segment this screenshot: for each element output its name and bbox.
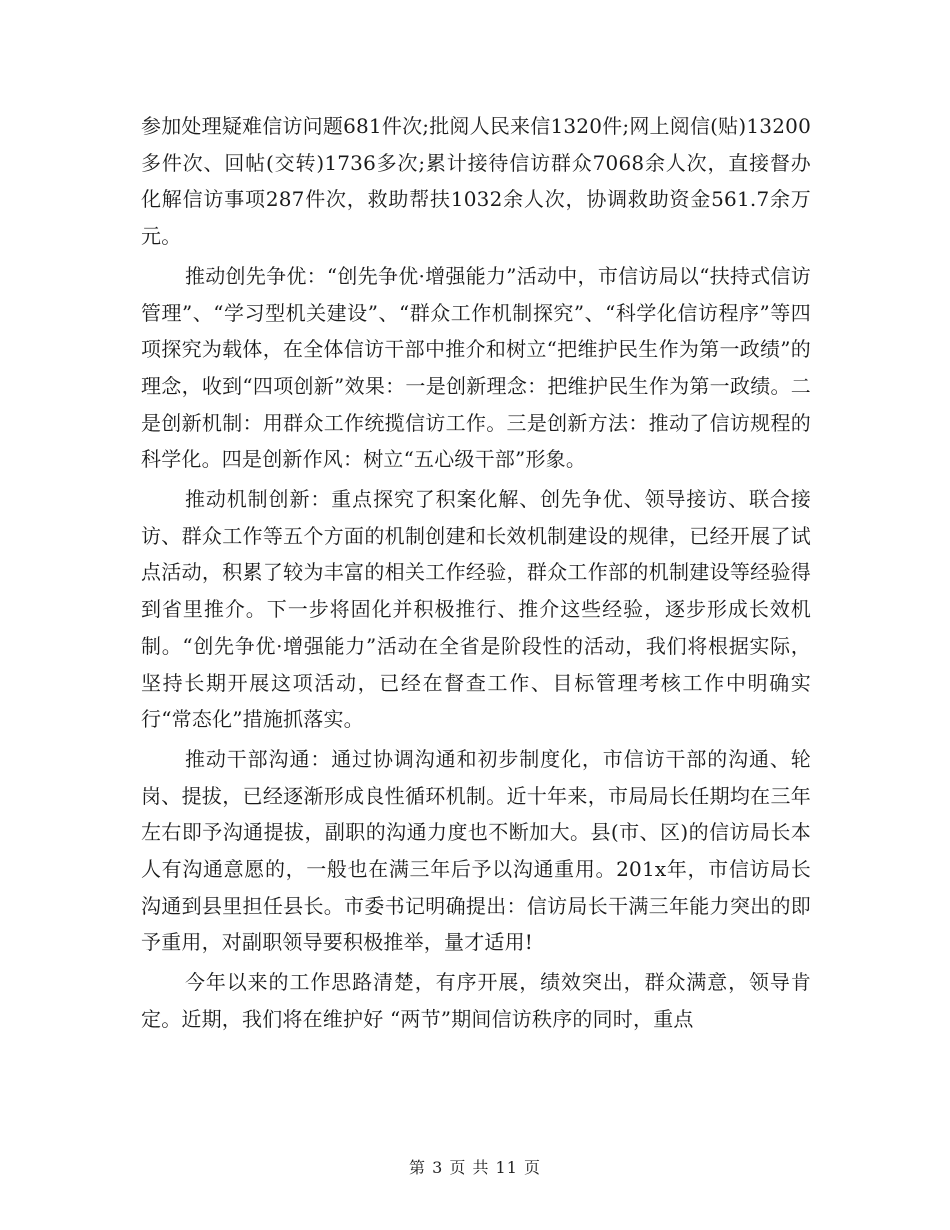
paragraph-mechanism-innovation: 推动机制创新：重点探究了积案化解、创先争优、领导接访、联合接访、群众工作等五个方面的机制创建和长效机制建设的规律，已经开展了试点活动，积累了较为丰富的相关工作经验，群众工作部的机制建设等经验得到省里推介。下一步将固化并积极推行、推介这些经验，逐步形成长效机制。“创先争优·增强能力”活动在全省是阶段性的活动，我们将根据实际，坚持长期开展这项活动，已经在督查工作、目标管理考核工作中明确实行“常态化”措施抓落实。 — [141, 487, 811, 732]
page-number-footer: 第 3 页 共 11 页 — [409, 1158, 541, 1177]
paragraph-cadre-communication: 推动干部沟通：通过协调沟通和初步制度化，市信访干部的沟通、轮岗、提拔，已经逐渐形成良性循环机制。近十年来，市局局长任期均在三年左右即予沟通提拔，副职的沟通力度也不断加大。县(市、区)的信访局长本人有沟通意愿的，一般也在满三年后予以沟通重用。201x年，市信访局长沟通到县里担任县长。市委书记明确提出：信访局长干满三年能力突出的即予重用，对副职领导要积极推举，量才适用! — [141, 746, 811, 955]
paragraph-statistics: 参加处理疑难信访问题681件次;批阅人民来信1320件;网上阅信(贴)13200多件次、回帖(交转)1736多次;累计接待信访群众7068余人次，直接督办化解信访事项287件次，救助帮扶1032余人次，协调救助资金561.7余万元。 — [141, 114, 811, 249]
paragraph-excellence-campaign: 推动创先争优：“创先争优·增强能力”活动中，市信访局以“扶持式信访管理”、“学习型机关建设”、“群众工作机制探究”、“科学化信访程序”等四项探究为载体，在全体信访干部中推介和树立“把维护民生作为第一政绩”的理念，收到“四项创新”效果：一是创新理念：把维护民生作为第一政绩。二是创新机制：用群众工作统揽信访工作。三是创新方法：推动了信访规程的科学化。四是创新作风：树立“五心级干部”形象。 — [141, 263, 811, 472]
paragraph-work-outlook: 今年以来的工作思路清楚，有序开展，绩效突出，群众满意，领导肯定。近期，我们将在维护好 “两节”期间信访秩序的同时，重点 — [141, 970, 811, 1031]
document-body — [141, 108, 811, 1038]
